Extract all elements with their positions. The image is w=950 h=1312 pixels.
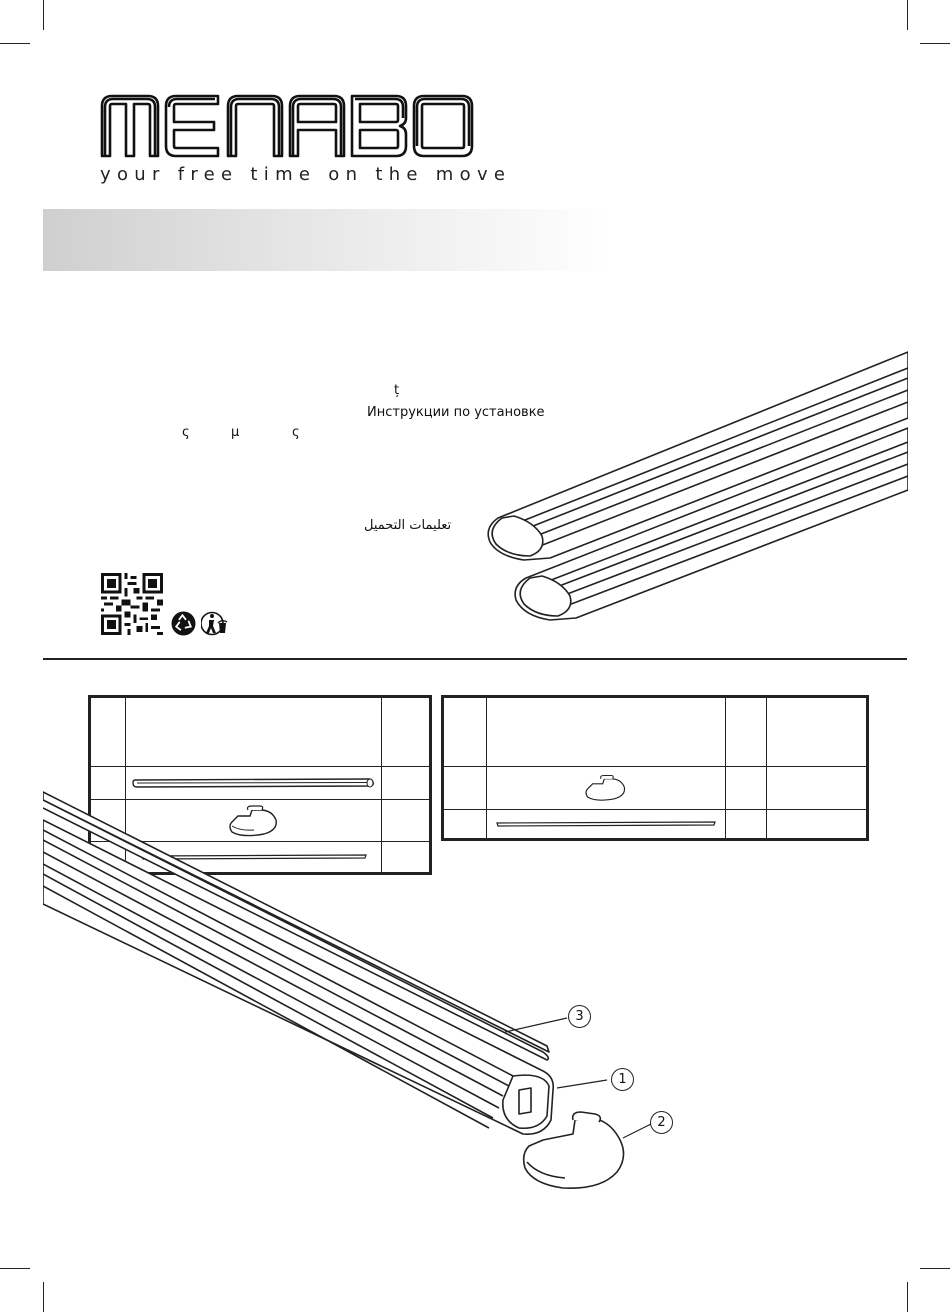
title-band (43, 209, 613, 271)
crop-mark (0, 1268, 30, 1269)
greek-char-2: μ (231, 425, 240, 440)
crop-mark (920, 43, 950, 44)
crop-mark (920, 1268, 950, 1269)
brand-tagline: your free time on the move (100, 164, 512, 185)
recycle-icon (171, 611, 196, 636)
roof-bars-illustration (480, 350, 908, 630)
callout-1: 1 (611, 1068, 634, 1091)
crop-mark (907, 0, 908, 30)
crop-mark (43, 0, 44, 30)
section-divider (43, 658, 907, 660)
qr-code-icon[interactable] (101, 573, 163, 635)
arabic-title: تعليمات التحميل (364, 518, 452, 533)
callout-2: 2 (650, 1111, 673, 1134)
menabo-logo (100, 94, 475, 158)
romanian-char: ț (394, 383, 400, 398)
crop-mark (907, 1282, 908, 1312)
russian-title: Инструкции по установке (367, 405, 545, 420)
tidyman-icon (201, 611, 229, 636)
greek-char-3: ς (292, 425, 300, 440)
crop-mark (0, 43, 30, 44)
callout-3: 3 (568, 1005, 591, 1028)
crop-mark (43, 1282, 44, 1312)
greek-char-1: ς (182, 425, 190, 440)
exploded-bar-illustration (43, 790, 663, 1200)
